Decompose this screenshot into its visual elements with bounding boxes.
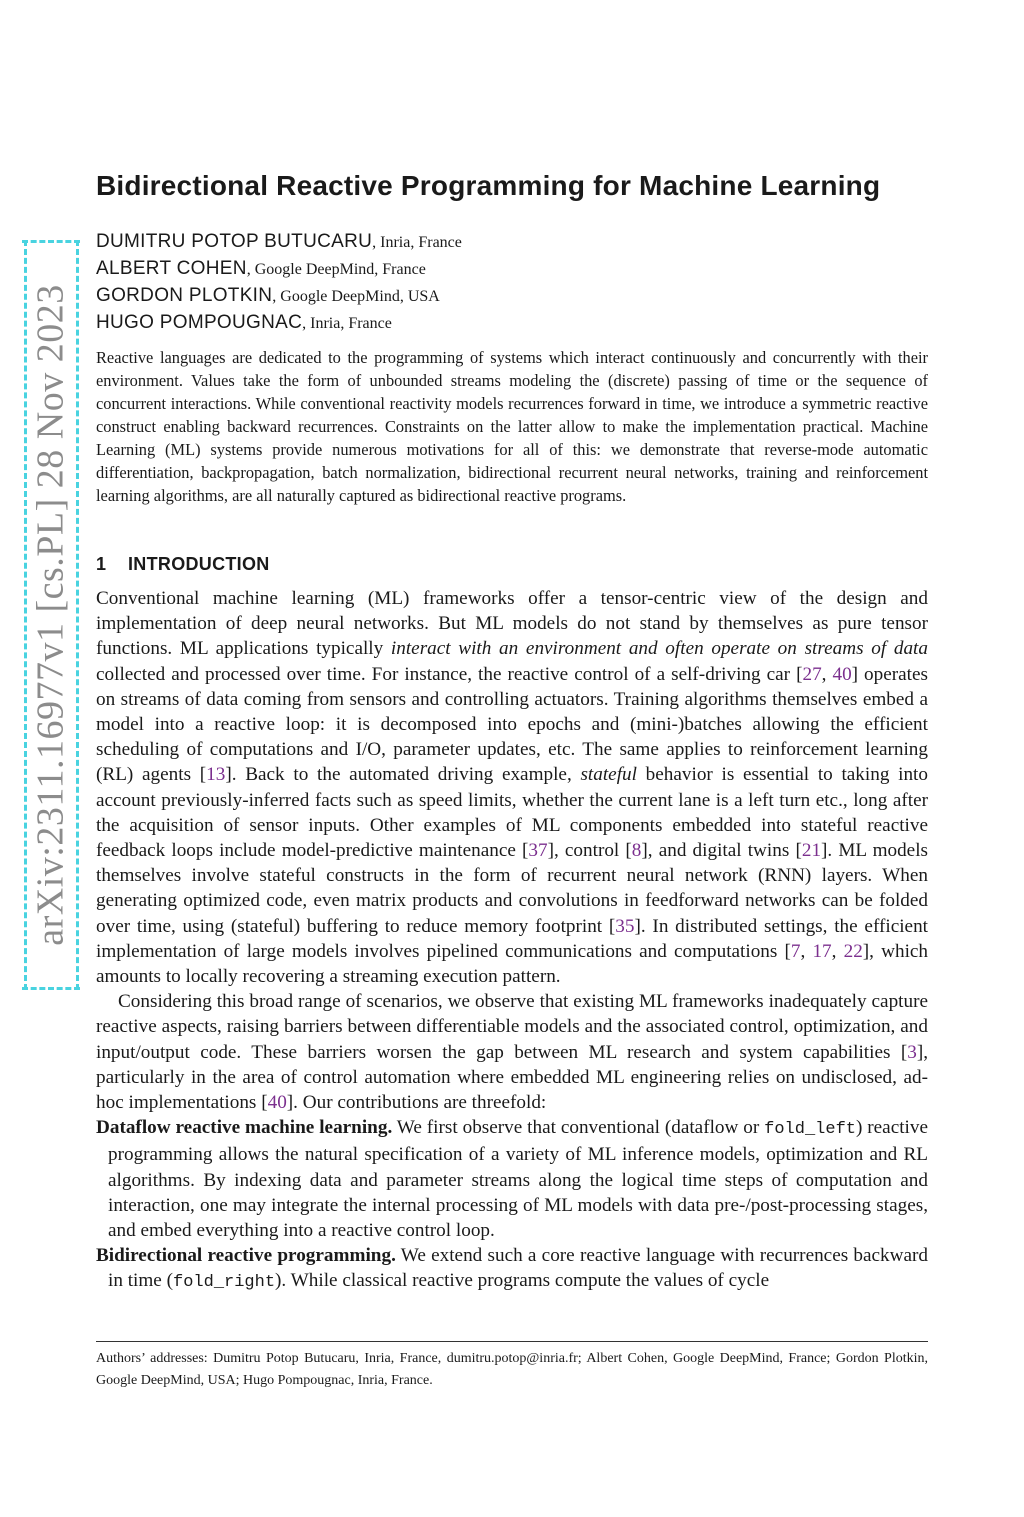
citation-link[interactable]: 21 [801,840,822,862]
citation-link[interactable]: 27 [802,663,822,685]
citation-link[interactable]: 7 [790,940,801,962]
author-affiliation: , Inria, France [372,234,462,251]
text-run: ] operates on streams of data coming from sensors and controlling actuators. Training algorithms themselves embed a model into a reactive loop: it is decomposed into epochs and (mini-)batches allowing the efficient scheduling of computations and I/O, parameter updates, etc. The same applies to reinforcement learning (RL) agents [ [96,663,928,786]
introduction-body [96,586,928,1296]
section-heading [96,554,270,575]
section-number: 1 [96,554,107,574]
emphasis-text: stateful [580,764,637,786]
author-affiliation: , Google DeepMind, France [246,261,426,278]
footnote-divider [96,1341,928,1342]
footnote-addresses: Authors’ addresses: Dumitru Potop Butucaru, Inria, France, dumitru.potop@inria.fr; Albert Cohen, Google DeepMind, France; Gordon Plotkin, Google DeepMind, USA; Hugo Pompougnac, Inria, France. [96,1351,928,1388]
citation-link[interactable]: 17 [812,940,832,962]
author-affiliation: , Inria, France [302,315,392,332]
intro-paragraph-2 [96,989,928,1115]
abstract: Reactive languages are dedicated to the programming of systems which interact continuously and concurrently with their environment. Values take the form of unbounded streams modeling the (discrete) passing of time or the sequence of concurrent interactions. While conventional reactivity models recurrences forward in time, we introduce a symmetric reactive construct enabling backward recurrences. Constraints on the latter allow to make the implementation practical. Machine Learning (ML) systems provide numerous motivations for all of this: we demonstrate that reverse-mode automatic differentiation, backpropagation, batch normalization, bidirectional recurrent neural networks, training and reinforcement learning algorithms, are all naturally captured as bidirectional reactive programs. [96,348,928,505]
text-run: , [831,940,844,962]
text-run: ]. Our contributions are threefold: [286,1092,547,1114]
text-run: ], and digital twins [ [641,840,802,862]
citation-link[interactable]: 13 [206,764,226,786]
text-run: We first observe that conventional (dataflow or [392,1117,765,1139]
text-run: , [821,663,833,685]
intro-paragraph-1 [96,586,928,989]
text-run: We extend such a core reactive language with recurrences backward in time ( [108,1245,928,1292]
code-token: fold_right [173,1273,276,1293]
text-run: Conventional machine learning (ML) frameworks offer a tensor-centric view of the design and implementation of deep neural networks. But ML models do not stand by themselves as pure tensor functions. ML applications typically [96,588,928,660]
author-list [96,228,462,336]
citation-link[interactable]: 22 [843,940,863,962]
contribution-heading: Dataflow reactive machine learning. [96,1117,393,1139]
text-run: ], particularly in the area of control automation where embedded ML engineering relies on undisclosed, ad-hoc implementations [ [96,1041,928,1114]
author-name: ALBERT COHEN [96,258,247,279]
text-run: ], control [ [547,840,632,862]
text-run: ], which amounts to locally recovering a streaming execution pattern. [96,940,929,988]
arxiv-stamp-text: arXiv:2311.16977v1 [cs.PL] 28 Nov 2023 [30,284,73,946]
text-run: behavior is essential to taking into account previously-inferred facts such as speed limits, whether the current lane is a left turn etc., long after the acquisition of sensor inputs. Other examples of ML components embedded into stateful reactive feedback loops include model-predictive maintenance [ [96,764,928,862]
text-run: , [800,940,813,962]
author-name: DUMITRU POTOP BUTUCARU [96,231,373,252]
contribution-item [96,1243,928,1295]
code-token: fold_left [764,1120,856,1140]
author-line [96,255,462,282]
section-title: INTRODUCTION [128,554,270,574]
text-run: ]. Back to the automated driving example, [225,764,581,786]
citation-link[interactable]: 40 [832,663,852,685]
citation-link[interactable]: 35 [615,915,635,937]
emphasis-text: interact with an environment and often operate on streams of data [390,638,928,660]
text-run: ]. In distributed settings, the efficient implementation of large models involves pipelined communications and computations [ [96,915,928,962]
contribution-heading: Bidirectional reactive programming. [96,1245,396,1267]
text-run: ]. ML models themselves involve stateful constructs in the form of recurrent neural network (RNN) layers. When generating optimized code, even matrix products and convolutions in feedforward networks can be folded over time, using (stateful) buffering to reduce memory footprint [ [96,840,928,937]
text-run: ). While classical reactive programs compute the values of cycle [275,1270,770,1292]
citation-link[interactable]: 3 [907,1041,917,1063]
contribution-item [96,1115,928,1243]
arxiv-stamp [22,240,80,990]
author-line [96,228,462,255]
text-run: collected and processed over time. For instance, the reactive control of a self-driving car [ [96,663,803,685]
citation-link[interactable]: 40 [267,1092,287,1114]
author-line [96,282,462,309]
text-run: ) reactive programming allows the natural specification of a variety of ML inference models, optimization and RL algorithms. By indexing data and parameter streams along the logical time steps of computation and interaction, one may integrate the internal processing of ML models with data pre-/post-processing stages, and embed everything into a reactive control loop. [108,1117,928,1242]
paper-title: Bidirectional Reactive Programming for Machine Learning [96,170,881,201]
author-name: HUGO POMPOUGNAC [96,312,303,333]
author-name: GORDON PLOTKIN [96,285,273,306]
text-run: Considering this broad range of scenarios, we observe that existing ML frameworks inadequately capture reactive aspects, raising barriers between differentiable models and the associated control, optimization, and input/output code. These barriers worsen the gap between ML research and system capabilities [ [96,991,928,1063]
citation-link[interactable]: 8 [631,840,642,862]
author-affiliation: , Google DeepMind, USA [272,288,440,305]
author-line [96,309,462,336]
citation-link[interactable]: 37 [528,840,548,862]
